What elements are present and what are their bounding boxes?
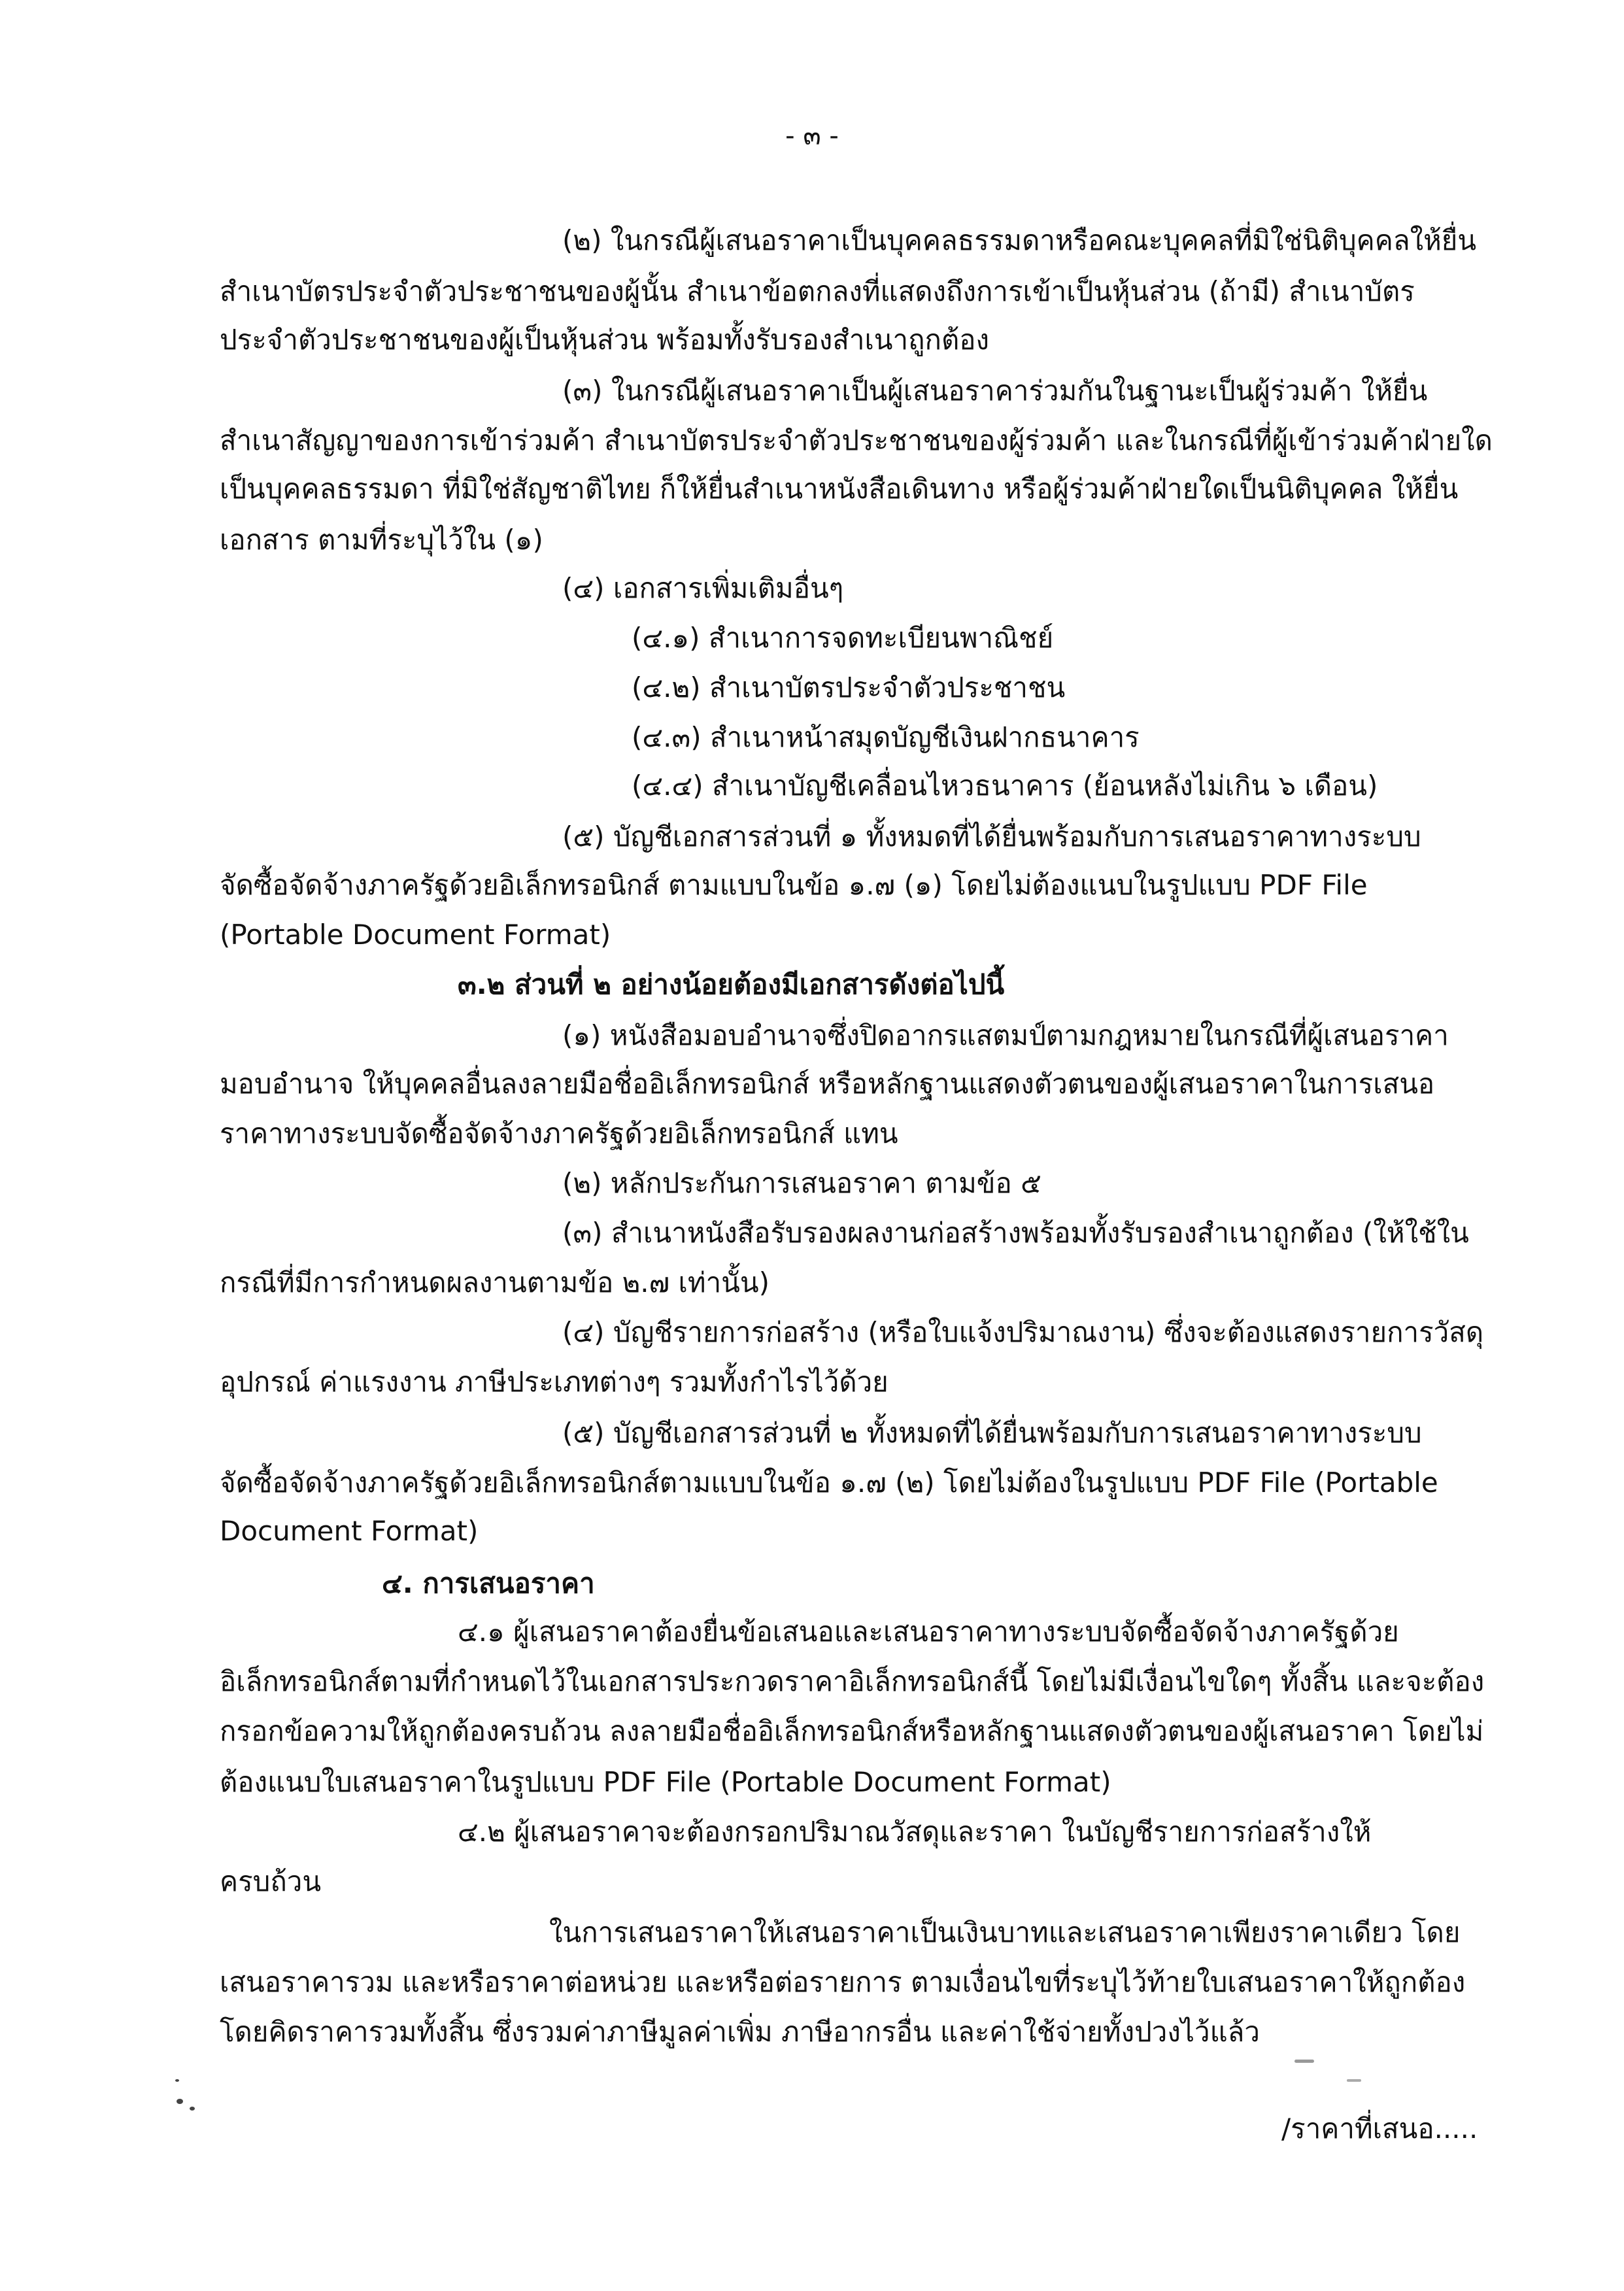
text-line: มอบอำนาจ ให้บุคคลอื่นลงลายมือชื่ออิเล็กทรอนิกส์ หรือหลักฐานแสดงตัวตนของผู้เสนอราคาในการเสนอ [220, 1068, 1435, 1100]
text-line: กรณีที่มีการกำหนดผลงานตามข้อ ๒.๗ เท่านั้น) [220, 1266, 770, 1298]
text-line: อุปกรณ์ ค่าแรงงาน ภาษีประเภทต่างๆ รวมทั้งกำไรไว้ด้วย [220, 1366, 888, 1398]
text-line: ราคาทางระบบจัดซื้อจัดจ้างภาครัฐด้วยอิเล็กทรอนิกส์ แทน [220, 1117, 898, 1149]
section-heading: ๓.๒ ส่วนที่ ๒ อย่างน้อยต้องมีเอกสารดังต่อไปนี้ [458, 968, 1005, 1000]
text-line: (๔.๓) สำเนาหน้าสมุดบัญชีเงินฝากธนาคาร [632, 721, 1140, 753]
text-line: โดยคิดราคารวมทั้งสิ้น ซึ่งรวมค่าภาษีมูลค่าเพิ่ม ภาษีอากรอื่น และค่าใช้จ่ายทั้งปวงไว้แล้ว [220, 2016, 1260, 2048]
text-line: (๓) ในกรณีผู้เสนอราคาเป็นผู้เสนอราคาร่วมกันในฐานะเป็นผู้ร่วมค้า ให้ยื่น [562, 375, 1428, 407]
text-line: (๒) ในกรณีผู้เสนอราคาเป็นบุคคลธรรมดาหรือคณะบุคคลที่มิใช่นิติบุคคลให้ยื่น [562, 224, 1477, 256]
text-line: จัดซื้อจัดจ้างภาครัฐด้วยอิเล็กทรอนิกส์ตามแบบในข้อ ๑.๗ (๒) โดยไม่ต้องในรูปแบบ PDF File (Portable [220, 1467, 1438, 1499]
text-line: (๔) บัญชีรายการก่อสร้าง (หรือใบแจ้งปริมาณงาน) ซึ่งจะต้องแสดงรายการวัสดุ [562, 1316, 1484, 1348]
text-line: กรอกข้อความให้ถูกต้องครบถ้วน ลงลายมือชื่ออิเล็กทรอนิกส์หรือหลักฐานแสดงตัวตนของผู้เสนอราคา โดยไม่ [220, 1715, 1484, 1747]
text-line: เป็นบุคคลธรรมดา ที่มิใช่สัญชาติไทย ก็ให้ยื่นสำเนาหนังสือเดินทาง หรือผู้ร่วมค้าฝ่ายใดเป็นนิติบุคคล ให้ยื่น [220, 473, 1459, 505]
text-line: (๔.๔) สำเนาบัญชีเคลื่อนไหวธนาคาร (ย้อนหลังไม่เกิน ๖ เดือน) [632, 770, 1378, 802]
text-line: ในการเสนอราคาให้เสนอราคาเป็นเงินบาทและเสนอราคาเพียงราคาเดียว โดย [549, 1916, 1461, 1948]
text-line: (๕) บัญชีเอกสารส่วนที่ ๒ ทั้งหมดที่ได้ยื่นพร้อมกับการเสนอราคาทางระบบ [562, 1417, 1422, 1449]
text-line: (๑) หนังสือมอบอำนาจซึ่งปิดอากรแสตมป์ตามกฎหมายในกรณีที่ผู้เสนอราคา [562, 1019, 1449, 1051]
text-line: อิเล็กทรอนิกส์ตามที่กำหนดไว้ในเอกสารประกวดราคาอิเล็กทรอนิกส์นี้ โดยไม่มีเงื่อนไขใดๆ ทั้งสิ้น และจะต้อง [220, 1665, 1485, 1697]
text-line: Document Format) [220, 1515, 479, 1547]
text-line: (Portable Document Format) [220, 919, 611, 951]
text-line: จัดซื้อจัดจ้างภาครัฐด้วยอิเล็กทรอนิกส์ ตามแบบในข้อ ๑.๗ (๑) โดยไม่ต้องแนบในรูปแบบ PDF File [220, 869, 1368, 901]
text-line: ประจำตัวประชาชนของผู้เป็นหุ้นส่วน พร้อมทั้งรับรองสำเนาถูกต้อง [220, 324, 989, 356]
page-number: - ๓ - [785, 121, 839, 151]
text-line: (๓) สำเนาหนังสือรับรองผลงานก่อสร้างพร้อมทั้งรับรองสำเนาถูกต้อง (ให้ใช้ใน [562, 1217, 1469, 1249]
scan-smudge [1347, 2079, 1361, 2082]
text-line: (๒) หลักประกันการเสนอราคา ตามข้อ ๕ [562, 1167, 1041, 1199]
text-line: (๔.๑) สำเนาการจดทะเบียนพาณิชย์ [632, 622, 1054, 654]
text-line: (๔.๒) สำเนาบัตรประจำตัวประชาชน [632, 671, 1066, 704]
text-line: สำเนาบัตรประจำตัวประชาชนของผู้นั้น สำเนาข้อตกลงที่แสดงถึงการเข้าเป็นหุ้นส่วน (ถ้ามี) สำเนาบัตร [220, 275, 1415, 307]
text-line: ต้องแนบใบเสนอราคาในรูปแบบ PDF File (Portable Document Format) [220, 1766, 1111, 1798]
section-heading: ๔. การเสนอราคา [382, 1567, 595, 1599]
text-line: ครบถ้วน [220, 1865, 322, 1897]
text-line: (๔) เอกสารเพิ่มเติมอื่นๆ [562, 572, 844, 604]
text-line: เอกสาร ตามที่ระบุไว้ใน (๑) [220, 524, 543, 556]
text-line: (๕) บัญชีเอกสารส่วนที่ ๑ ทั้งหมดที่ได้ยื่นพร้อมกับการเสนอราคาทางระบบ [562, 821, 1421, 853]
continuation-note: /ราคาที่เสนอ..... [1281, 2113, 1478, 2145]
text-line: เสนอราคารวม และหรือราคาต่อหน่วย และหรือต่อรายการ ตามเงื่อนไขที่ระบุไว้ท้ายใบเสนอราคาให้ถูกต้อง [220, 1966, 1466, 1998]
text-line: สำเนาสัญญาของการเข้าร่วมค้า สำเนาบัตรประจำตัวประชาชนของผู้ร่วมค้า และในกรณีที่ผู้เข้าร่วมค้าฝ่ายใด [220, 424, 1493, 456]
scan-speck [177, 2099, 183, 2104]
text-line: ๔.๒ ผู้เสนอราคาจะต้องกรอกปริมาณวัสดุและราคา ในบัญชีรายการก่อสร้างให้ [458, 1816, 1372, 1848]
scan-speck [175, 2079, 179, 2082]
scan-speck [190, 2107, 195, 2111]
text-line: ๔.๑ ผู้เสนอราคาต้องยื่นข้อเสนอและเสนอราคาทางระบบจัดซื้อจัดจ้างภาครัฐด้วย [458, 1616, 1399, 1648]
scan-smudge [1294, 2060, 1314, 2063]
